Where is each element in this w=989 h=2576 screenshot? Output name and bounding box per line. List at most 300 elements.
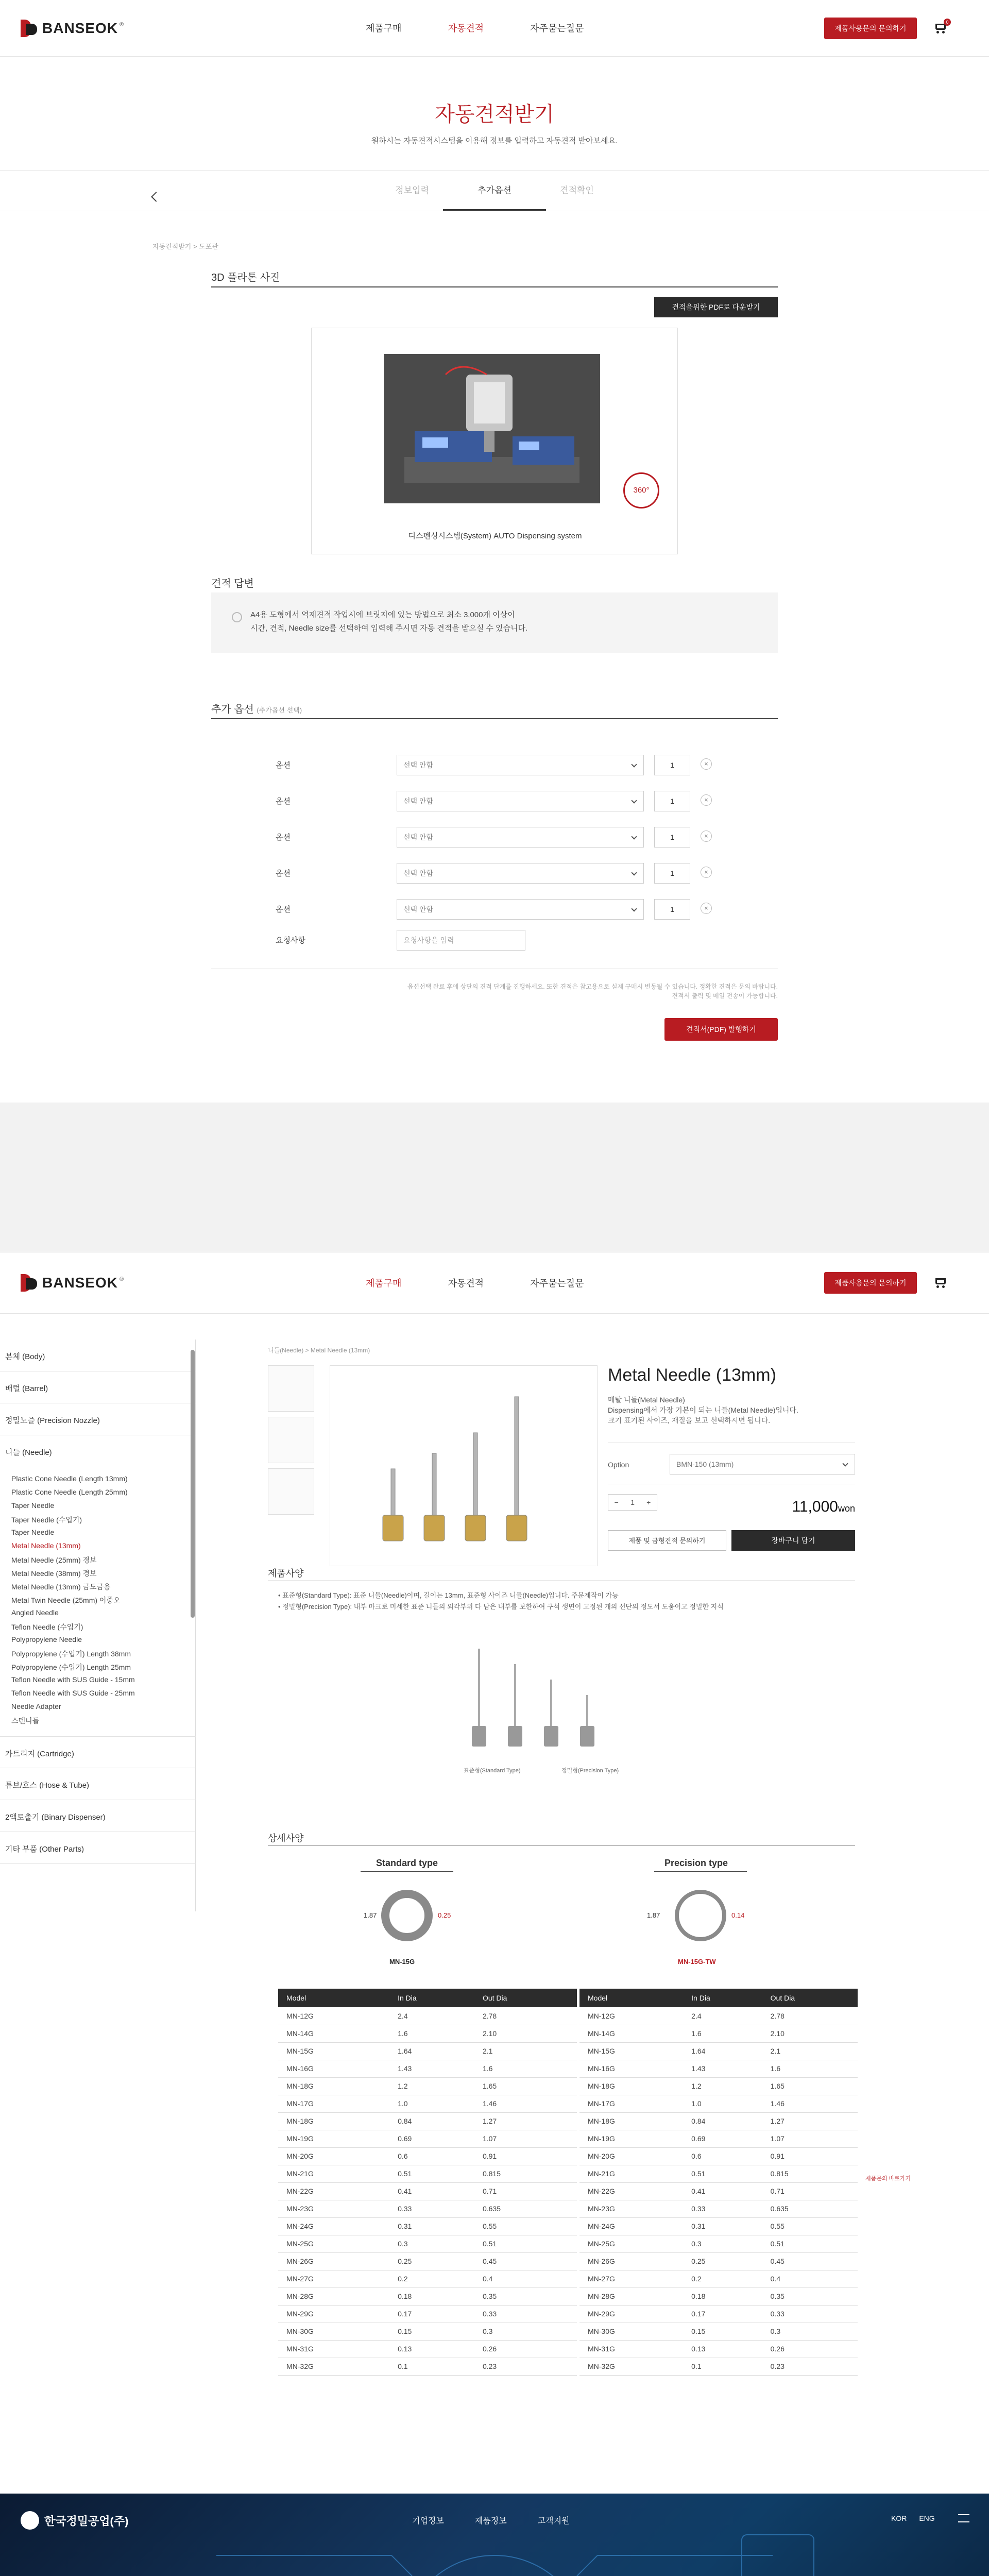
table-row: [278, 2323, 577, 2340]
table-cell: MN-28G: [579, 2287, 683, 2305]
table-row: [278, 2095, 577, 2112]
table-cell: 1.43: [683, 2060, 762, 2077]
table-row: [278, 2305, 577, 2323]
table-cell: MN-21G: [579, 2165, 683, 2182]
table-row: [579, 2182, 858, 2200]
plus-icon[interactable]: +: [646, 1498, 651, 1506]
table-cell: 0.15: [389, 2323, 474, 2340]
sidebar-needle-item-active[interactable]: Metal Needle (13mm): [11, 1541, 81, 1550]
quote-inquiry-button[interactable]: 제품 및 금형견적 문의하기: [608, 1530, 726, 1551]
add-to-cart-button[interactable]: 장바구니 담기: [731, 1530, 855, 1551]
table-cell: 0.33: [474, 2305, 577, 2323]
table-row: [278, 2165, 577, 2182]
nav-item-quote[interactable]: 자동견적: [448, 1278, 484, 1289]
sidebar-category[interactable]: 카트리지 (Cartridge): [0, 1736, 196, 1768]
table-row: [579, 2130, 858, 2147]
table-row: [278, 2025, 577, 2042]
table-cell: 0.3: [762, 2323, 858, 2340]
tab-confirm[interactable]: 견적확인: [560, 185, 594, 195]
nav-item-faq[interactable]: 자주묻는질문: [530, 23, 584, 33]
table-cell: MN-27G: [579, 2270, 683, 2287]
table-cell: 1.43: [389, 2060, 474, 2077]
lang-kor[interactable]: KOR: [891, 2514, 907, 2522]
nav-item-buy[interactable]: 제품구매: [366, 1278, 402, 1289]
table-cell: MN-30G: [278, 2323, 389, 2340]
table-cell: 0.1: [389, 2358, 474, 2375]
legal-note-1: 옵션선택 완료 후에 상단의 견적 단계를 진행하세요. 또한 견적은 참고용으로 실제 구매시 변동될 수 있습니다. 정확한 견적은 문의 바랍니다.: [407, 983, 778, 990]
table-cell: MN-19G: [579, 2130, 683, 2147]
product-price: 11,000won: [792, 1498, 855, 1515]
table-cell: 1.6: [683, 2025, 762, 2042]
logo-mark-icon: [21, 20, 38, 37]
quantity-stepper[interactable]: − 1 +: [608, 1494, 657, 1511]
table-row: [278, 2130, 577, 2147]
table-cell: 1.27: [762, 2112, 858, 2130]
table-cell: MN-20G: [579, 2147, 683, 2165]
table-cell: MN-23G: [579, 2200, 683, 2217]
request-label: 요청사항: [276, 936, 305, 945]
table-row: [278, 2340, 577, 2358]
sidebar-needle-item[interactable]: Teflon Needle (수입기): [11, 1623, 83, 1631]
table-cell: MN-15G: [278, 2042, 389, 2060]
section-info-title: 견적 답변: [211, 578, 254, 589]
table-cell: 0.31: [683, 2217, 762, 2235]
table-cell: 0.815: [474, 2165, 577, 2182]
spec-note-2: • 정밀형(Precision Type): 내부 마크로 미세한 표준 니들의 외각부위 다 남은 내부를 보한하여 구석 생면이 고정된 개의 선단의 정도서 도움이고 정밀한 지식: [278, 1603, 724, 1611]
table-cell: MN-12G: [278, 2007, 389, 2025]
separator-band: [0, 1103, 989, 1257]
option-row: [0, 788, 989, 814]
sidebar-needle-item[interactable]: Polypropylene Needle: [11, 1635, 82, 1643]
table-cell: 0.41: [389, 2182, 474, 2200]
table-cell: 0.69: [389, 2130, 474, 2147]
remove-icon[interactable]: ×: [701, 794, 712, 806]
table-row: [579, 2042, 858, 2060]
table-cell: MN-32G: [278, 2358, 389, 2375]
remove-icon[interactable]: ×: [701, 903, 712, 914]
sidebar-category[interactable]: 본체 (Body): [0, 1340, 196, 1371]
table-cell: 0.51: [762, 2235, 858, 2252]
option-row: [0, 824, 989, 850]
site2-logo[interactable]: 한국정밀공업(주): [21, 2511, 128, 2530]
table-cell: 0.18: [389, 2287, 474, 2305]
table-cell: 1.65: [762, 2077, 858, 2095]
chevron-down-icon: [631, 870, 637, 875]
lang-eng[interactable]: ENG: [919, 2514, 935, 2522]
table-cell: MN-25G: [579, 2235, 683, 2252]
tab-info[interactable]: 정보입력: [395, 185, 429, 195]
sidebar-needle-item[interactable]: 스텐니들: [11, 1717, 40, 1725]
sidebar-category[interactable]: 기타 부품 (Other Parts): [0, 1832, 196, 1864]
product-thumbnail[interactable]: [268, 1417, 314, 1463]
table-cell: 1.2: [683, 2077, 762, 2095]
request-input[interactable]: 요청사항을 입력: [397, 930, 525, 951]
option-row: [0, 896, 989, 922]
precision-outer-dim: 1.87: [647, 1911, 660, 1919]
divider: [654, 1871, 747, 1872]
option-row: [0, 752, 989, 778]
sidebar-needle-item[interactable]: Taper Needle (수입기): [11, 1516, 82, 1524]
table-cell: 0.33: [762, 2305, 858, 2323]
illus-label-standard: 표준형(Standard Type): [464, 1768, 521, 1774]
table-row: [579, 2270, 858, 2287]
info-note-2: 시간, 견적, Needle size를 선택하여 입력해 주시면 자동 견적을 받으실 수 있습니다.: [250, 624, 528, 633]
table-cell: MN-18G: [278, 2112, 389, 2130]
sidebar-needle-item[interactable]: Polypropylene (수입기) Length 38mm: [11, 1650, 131, 1658]
site2-nav: [412, 2514, 569, 2526]
precision-type-title: Precision type: [664, 1858, 728, 1868]
product-desc-3: 크기 표기된 사이즈, 재질을 보고 선택하시면 됩니다.: [608, 1416, 771, 1425]
legal-note-2: 견적서 출력 및 메일 전송이 가능합니다.: [672, 992, 778, 999]
agree-radio[interactable]: [232, 612, 242, 622]
table-cell: 2.10: [762, 2025, 858, 2042]
table-cell: 0.2: [389, 2270, 474, 2287]
table-row: [278, 2147, 577, 2165]
table-cell: 0.815: [762, 2165, 858, 2182]
product-photo: [384, 354, 600, 503]
table-cell: MN-21G: [278, 2165, 389, 2182]
table-cell: 2.78: [474, 2007, 577, 2025]
brand-name: BANSEOK: [42, 1275, 118, 1291]
info-note-1: A4용 도형에서 역제견적 작업시에 브릿지에 있는 방법으로 최소 3,000개 이상이: [250, 611, 515, 619]
cart-icon[interactable]: [933, 1276, 948, 1289]
table-cell: 0.45: [474, 2252, 577, 2270]
table-cell: MN-18G: [579, 2112, 683, 2130]
table-row: [278, 2270, 577, 2287]
product-thumbnail[interactable]: [268, 1365, 314, 1412]
sidebar-needle-item[interactable]: Polypropylene (수입기) Length 25mm: [11, 1663, 131, 1671]
sidebar-category[interactable]: 정밀노즐 (Precision Nozzle): [0, 1403, 196, 1435]
side-inquiry-link[interactable]: 제품문의 바로가기: [865, 2176, 911, 2182]
table-row: [579, 2340, 858, 2358]
brand-reg: ®: [120, 1276, 124, 1282]
standard-cross-section: [381, 1890, 433, 1941]
table-cell: MN-22G: [278, 2182, 389, 2200]
table-cell: MN-29G: [278, 2305, 389, 2323]
step-tabs: [0, 170, 989, 211]
table-cell: 0.635: [762, 2200, 858, 2217]
table-cell: 2.4: [389, 2007, 474, 2025]
site2-nav-item[interactable]: 제품정보: [474, 2517, 507, 2526]
option-select[interactable]: 선택 안함: [397, 863, 644, 884]
table-cell: 1.6: [474, 2060, 577, 2077]
quantity-input[interactable]: 1: [654, 755, 690, 775]
sidebar-needle-item[interactable]: Metal Needle (25mm) 경보: [11, 1556, 97, 1564]
chevron-down-icon: [631, 834, 637, 839]
table-cell: 1.0: [389, 2095, 474, 2112]
table-cell: MN-18G: [579, 2077, 683, 2095]
menu-icon[interactable]: [958, 2514, 969, 2522]
table-cell: 1.46: [474, 2095, 577, 2112]
table-cell: MN-31G: [579, 2340, 683, 2358]
quantity-input[interactable]: 1: [654, 791, 690, 811]
table-cell: MN-27G: [278, 2270, 389, 2287]
nav-item-faq[interactable]: 자주묻는질문: [530, 1278, 584, 1289]
minus-icon[interactable]: −: [614, 1498, 619, 1506]
table-row: [278, 2182, 577, 2200]
brand-logo[interactable]: [21, 18, 124, 39]
table-cell: MN-24G: [278, 2217, 389, 2235]
table-cell: 0.6: [389, 2147, 474, 2165]
table-cell: 1.6: [762, 2060, 858, 2077]
section-spec-title: 제품사양: [268, 1568, 304, 1579]
cart-icon[interactable]: [933, 22, 948, 34]
sidebar-category-active[interactable]: 니들 (Needle): [5, 1448, 52, 1457]
site2-nav-item[interactable]: 고객지원: [537, 2517, 570, 2526]
table-row: [579, 2217, 858, 2235]
section-options-title: 추가 옵션 (추가옵션 선택): [211, 704, 302, 715]
sidebar-needle-item[interactable]: Teflon Needle with SUS Guide - 15mm: [11, 1675, 135, 1684]
tab-options[interactable]: 추가옵션: [443, 171, 546, 211]
remove-icon[interactable]: ×: [701, 831, 712, 842]
product-name: Metal Needle (13mm): [608, 1365, 776, 1385]
table-cell: MN-12G: [579, 2007, 683, 2025]
table-cell: 0.4: [474, 2270, 577, 2287]
brand-name: BANSEOK: [42, 20, 118, 36]
table-cell: 0.55: [474, 2217, 577, 2235]
table-cell: 0.1: [683, 2358, 762, 2375]
sidebar-category[interactable]: 튜브/호스 (Hose & Tube): [0, 1768, 196, 1800]
option-label: 옵션: [276, 797, 291, 806]
table-cell: 0.6: [683, 2147, 762, 2165]
sidebar-needle-item[interactable]: Metal Twin Needle (25mm) 이중오: [11, 1596, 121, 1604]
header-1: [0, 0, 989, 57]
table-header: Out Dia: [474, 1989, 577, 2007]
table-cell: 0.3: [474, 2323, 577, 2340]
table-row: [278, 2200, 577, 2217]
table-cell: MN-15G: [579, 2042, 683, 2060]
option-select[interactable]: 선택 안함: [397, 827, 644, 848]
table-row: [579, 2007, 858, 2025]
table-row: [579, 2077, 858, 2095]
sidebar-needle-item[interactable]: Taper Needle: [11, 1501, 55, 1510]
sidebar-category[interactable]: 2액토출기 (Binary Dispenser): [0, 1800, 196, 1832]
table-cell: 0.23: [762, 2358, 858, 2375]
table-header: Model: [278, 1989, 389, 2007]
table-row: [579, 2252, 858, 2270]
standard-spec-table: [278, 1989, 577, 2376]
table-cell: 0.17: [389, 2305, 474, 2323]
chevron-down-icon: [631, 906, 637, 911]
divider: [361, 1871, 453, 1872]
main-nav: [366, 1252, 630, 1314]
table-cell: 0.4: [762, 2270, 858, 2287]
quantity-input[interactable]: 1: [654, 827, 690, 848]
spec-note-1: • 표준형(Standard Type): 표준 니들(Needle)이며, 길이는 13mm, 표준형 사이즈 니들(Needle)입니다. 주문제작이 가능: [278, 1591, 619, 1599]
product-caption: 디스펜싱시스템(System) AUTO Dispensing system: [408, 532, 582, 540]
table-cell: 0.71: [762, 2182, 858, 2200]
table-row: [278, 2235, 577, 2252]
sidebar-needle-item[interactable]: Needle Adapter: [11, 1702, 61, 1710]
sidebar-category[interactable]: 배럴 (Barrel): [0, 1371, 196, 1403]
table-cell: 0.13: [683, 2340, 762, 2358]
chevron-down-icon: [631, 761, 637, 767]
option-select[interactable]: 선택 안함: [397, 755, 644, 775]
nav-item-buy[interactable]: 제품구매: [366, 23, 402, 33]
table-cell: MN-20G: [278, 2147, 389, 2165]
brand-reg: ®: [120, 22, 124, 28]
divider: [211, 286, 778, 287]
remove-icon[interactable]: ×: [701, 867, 712, 878]
sidebar-needle-item[interactable]: Plastic Cone Needle (Length 25mm): [11, 1488, 128, 1496]
standard-outer-dim: 1.87: [364, 1911, 377, 1919]
option-label: 옵션: [276, 869, 291, 878]
table-cell: 0.35: [474, 2287, 577, 2305]
table-cell: MN-17G: [579, 2095, 683, 2112]
header-2: [0, 1252, 989, 1314]
table-cell: MN-30G: [579, 2323, 683, 2340]
request-row: [0, 927, 989, 953]
table-row: [579, 2165, 858, 2182]
table-cell: 1.64: [683, 2042, 762, 2060]
table-row: [579, 2323, 858, 2340]
breadcrumb: 자동견적받기 > 도포관: [152, 243, 218, 250]
table-row: [278, 2112, 577, 2130]
product-main-image: [330, 1365, 598, 1566]
table-cell: MN-16G: [278, 2060, 389, 2077]
table-cell: 0.84: [389, 2112, 474, 2130]
page-subtitle: 원하시는 자동견적시스템을 이용해 정보를 입력하고 자동견적 받아보세요.: [371, 137, 618, 145]
table-cell: 0.69: [683, 2130, 762, 2147]
table-cell: MN-14G: [579, 2025, 683, 2042]
table-cell: 0.13: [389, 2340, 474, 2358]
table-cell: MN-23G: [278, 2200, 389, 2217]
table-row: [278, 2358, 577, 2375]
needle-illustration: [453, 1638, 639, 1762]
table-cell: 0.55: [762, 2217, 858, 2235]
table-cell: 1.0: [683, 2095, 762, 2112]
table-cell: 2.4: [683, 2007, 762, 2025]
cart-count-badge: 0: [944, 19, 951, 26]
table-cell: 2.10: [474, 2025, 577, 2042]
table-cell: 0.25: [683, 2252, 762, 2270]
sidebar-scrollbar[interactable]: [191, 1350, 195, 1618]
table-cell: MN-22G: [579, 2182, 683, 2200]
table-header: In Dia: [683, 1989, 762, 2007]
table-header: In Dia: [389, 1989, 474, 2007]
table-row: [278, 2217, 577, 2235]
table-row: [579, 2095, 858, 2112]
quote-pdf-button[interactable]: 견적서(PDF) 발행하기: [664, 1018, 778, 1041]
page-title: 자동견적받기: [435, 103, 554, 126]
remove-icon[interactable]: ×: [701, 758, 712, 770]
table-cell: 0.26: [474, 2340, 577, 2358]
quantity-input[interactable]: 1: [654, 863, 690, 884]
table-cell: 2.78: [762, 2007, 858, 2025]
section-photo-title: 3D 플라톤 사진: [211, 272, 280, 283]
table-cell: 0.18: [683, 2287, 762, 2305]
table-cell: 0.25: [389, 2252, 474, 2270]
option-label: 옵션: [276, 833, 291, 842]
language-switch: [891, 2514, 935, 2522]
precision-spec-table: [579, 1989, 858, 2376]
brand-logo[interactable]: [21, 1272, 124, 1294]
precision-model: MN-15G-TW: [678, 1958, 716, 1965]
option-label: 옵션: [276, 761, 291, 770]
logo-mark-icon: [21, 1274, 38, 1292]
sidebar-needle-item[interactable]: Teflon Needle with SUS Guide - 25mm: [11, 1689, 135, 1697]
table-row: [579, 2147, 858, 2165]
table-cell: 0.33: [389, 2200, 474, 2217]
table-cell: 1.27: [474, 2112, 577, 2130]
table-cell: 0.3: [389, 2235, 474, 2252]
options-note: (추가옵션 선택): [257, 706, 302, 714]
table-cell: 0.17: [683, 2305, 762, 2323]
sidebar-needle-item[interactable]: Metal Needle (38mm) 경보: [11, 1569, 97, 1578]
table-row: [579, 2025, 858, 2042]
table-cell: 1.07: [762, 2130, 858, 2147]
precision-cross-section: [675, 1890, 726, 1941]
table-header: Out Dia: [762, 1989, 858, 2007]
table-row: [278, 2060, 577, 2077]
sidebar-needle-item[interactable]: Plastic Cone Needle (Length 13mm): [11, 1475, 128, 1483]
table-cell: MN-32G: [579, 2358, 683, 2375]
table-cell: 1.46: [762, 2095, 858, 2112]
site2-nav-item[interactable]: 기업정보: [412, 2517, 444, 2526]
category-sidebar: [0, 1340, 196, 1911]
sidebar-needle-item[interactable]: Angled Needle: [11, 1608, 59, 1617]
table-cell: 1.65: [474, 2077, 577, 2095]
option-select[interactable]: 선택 안함: [397, 791, 644, 811]
standard-model: MN-15G: [389, 1958, 415, 1965]
table-cell: 0.33: [683, 2200, 762, 2217]
table-row: [579, 2060, 858, 2077]
table-cell: MN-24G: [579, 2217, 683, 2235]
product-option-select[interactable]: BMN-150 (13mm): [670, 1454, 855, 1475]
table-cell: 0.35: [762, 2287, 858, 2305]
product-thumbnail[interactable]: [268, 1468, 314, 1515]
product-breadcrumb: 니들(Needle) > Metal Needle (13mm): [268, 1347, 370, 1354]
table-cell: 0.51: [389, 2165, 474, 2182]
section-detail-title: 상세사양: [268, 1833, 304, 1843]
sidebar-needle-item[interactable]: Taper Needle: [11, 1528, 55, 1536]
table-row: [579, 2287, 858, 2305]
chevron-down-icon: [842, 1461, 848, 1466]
pdf-download-button[interactable]: 견적을위한 PDF로 다운받기: [654, 297, 778, 317]
table-cell: 0.2: [683, 2270, 762, 2287]
standard-inner-dim: 0.25: [438, 1911, 451, 1919]
table-row: [579, 2200, 858, 2217]
sidebar-needle-item[interactable]: Metal Needle (13mm) 금도금용: [11, 1583, 111, 1591]
table-cell: 0.91: [474, 2147, 577, 2165]
table-cell: MN-29G: [579, 2305, 683, 2323]
quantity-input[interactable]: 1: [654, 899, 690, 920]
option-select[interactable]: 선택 안함: [397, 899, 644, 920]
product-card: [311, 328, 678, 554]
table-header: Model: [579, 1989, 683, 2007]
nav-item-quote[interactable]: 자동견적: [448, 23, 484, 33]
product-inquiry-button[interactable]: 제품사용문의 문의하기: [824, 18, 917, 39]
table-cell: 0.84: [683, 2112, 762, 2130]
table-cell: 0.635: [474, 2200, 577, 2217]
table-cell: 0.41: [683, 2182, 762, 2200]
table-cell: 0.45: [762, 2252, 858, 2270]
table-cell: 1.2: [389, 2077, 474, 2095]
table-row: [278, 2042, 577, 2060]
table-cell: 0.91: [762, 2147, 858, 2165]
badge-360[interactable]: 360°: [623, 472, 659, 509]
table-row: [579, 2112, 858, 2130]
divider: [211, 718, 778, 719]
table-cell: MN-16G: [579, 2060, 683, 2077]
table-row: [579, 2235, 858, 2252]
table-cell: 0.23: [474, 2358, 577, 2375]
option-label: Option: [608, 1461, 629, 1469]
table-cell: 1.64: [389, 2042, 474, 2060]
product-inquiry-button[interactable]: 제품사용문의 문의하기: [824, 1272, 917, 1294]
table-cell: 0.3: [683, 2235, 762, 2252]
precision-inner-dim: 0.14: [731, 1911, 745, 1919]
